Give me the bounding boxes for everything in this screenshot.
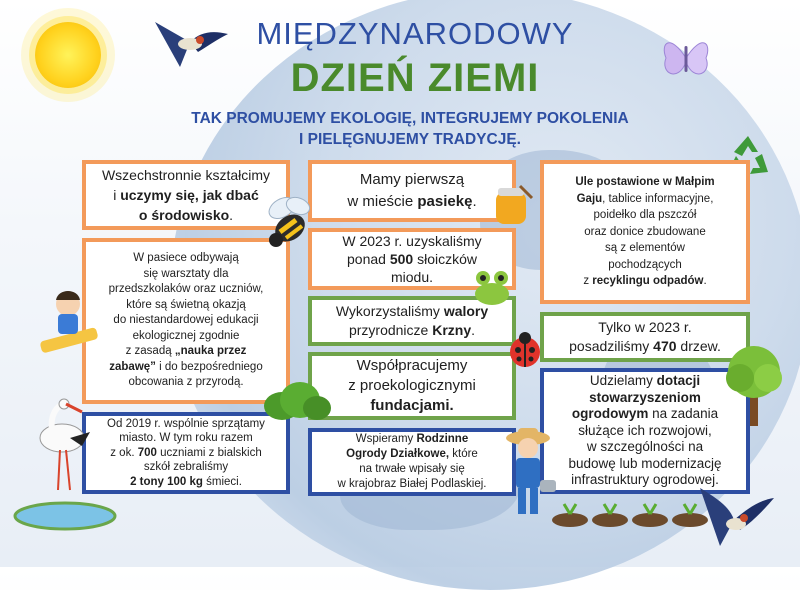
text-span: i do bezpośredniego xyxy=(155,360,263,373)
subtitle-line2: I PIELĘGNUJEMY TRADYCJĘ. xyxy=(299,131,521,148)
text-line: Wszechstronnie kształcimy xyxy=(101,167,271,183)
text-bold: Gaju xyxy=(576,192,603,205)
butterfly-icon xyxy=(660,28,712,86)
text-line xyxy=(109,360,264,376)
text-bold: 500 xyxy=(389,251,414,267)
frog-icon xyxy=(470,264,514,308)
text-line xyxy=(336,321,488,340)
text-span: , tablice informacyjne, xyxy=(602,192,714,205)
text-bold: uczymy się, jak dbać xyxy=(120,187,259,203)
education-box xyxy=(82,160,290,230)
honey-jar-icon xyxy=(490,182,534,228)
text-line xyxy=(102,205,270,225)
text-span: Udzielamy xyxy=(589,373,657,389)
text-bold: Ogrody Działkowe, xyxy=(346,448,450,460)
text-line: w krajobraz Białej Podlaskiej. xyxy=(337,478,487,490)
text-span: posadziliśmy xyxy=(569,338,654,354)
text-bold: Ule postawione w Małpim xyxy=(575,176,715,189)
text-line xyxy=(575,191,714,208)
text-line: z proekologicznymi xyxy=(348,377,476,394)
subtitle xyxy=(150,108,670,150)
text-bold: Krzny xyxy=(432,322,472,338)
text-span: w mieście xyxy=(347,193,418,210)
text-span: Wykorzystaliśmy xyxy=(335,303,444,319)
text-line xyxy=(568,373,721,390)
text-span: z zasadą xyxy=(125,345,175,358)
swallow-icon xyxy=(690,478,776,550)
text-line: się warsztaty dla xyxy=(143,267,229,280)
text-bold: pasiekę xyxy=(417,193,473,210)
text-line: przedszkolaków oraz uczniów, xyxy=(108,283,264,296)
text-line: do niestandardowej edukacji xyxy=(113,314,259,327)
bush-icon xyxy=(262,378,332,422)
text-bold: stowarzyszeniom xyxy=(589,389,701,405)
text-span: z ok. xyxy=(110,446,138,459)
text-line xyxy=(348,396,476,416)
text-bold: recyklingu odpadów xyxy=(592,275,704,288)
text-line xyxy=(568,390,721,407)
text-line: Tylko w 2023 r. xyxy=(598,319,692,335)
cleanup-box xyxy=(82,412,290,494)
text-line: oraz donice zbudowane xyxy=(584,225,706,238)
text-bold: walory xyxy=(443,303,489,319)
foundations-box xyxy=(308,352,516,420)
text-line: budowę lub modernizację xyxy=(568,455,722,471)
apiary-box xyxy=(308,160,516,222)
text-bold: dotacji xyxy=(656,373,701,389)
text-bold: Rodzinne xyxy=(416,433,469,445)
text-line xyxy=(575,273,714,290)
text-line xyxy=(102,185,270,205)
text-bold: 700 xyxy=(137,446,157,459)
gardens-box xyxy=(308,428,516,496)
text-span: i xyxy=(113,187,121,203)
text-line xyxy=(338,447,487,462)
text-bold: 470 xyxy=(653,338,677,354)
text-line xyxy=(342,250,481,268)
text-line xyxy=(336,302,488,321)
text-line: Współpracujemy xyxy=(356,357,468,374)
text-span: . xyxy=(229,207,234,223)
text-bold: fundacjami. xyxy=(370,397,454,414)
swallow-icon xyxy=(150,12,232,72)
stork-icon xyxy=(20,398,100,498)
text-span: . xyxy=(472,193,477,210)
text-bold: „nauka przez xyxy=(174,345,247,358)
text-line xyxy=(347,191,476,213)
text-span: Wspieramy xyxy=(355,433,417,445)
text-span: . xyxy=(471,322,476,338)
text-line xyxy=(107,475,265,490)
text-line: ekologicznej zgodnie xyxy=(132,329,240,342)
text-line: służące ich rozwojowi, xyxy=(578,422,712,438)
text-span: uczniami z bialskich xyxy=(156,446,262,459)
text-span: na zadania xyxy=(648,406,719,422)
text-line: pochodzących xyxy=(608,258,682,271)
title-line1: MIĘDZYNARODOWY xyxy=(256,16,574,51)
ladybug-icon xyxy=(505,330,545,370)
seedlings-icon xyxy=(550,500,710,528)
text-line: infrastruktury ogrodowej. xyxy=(571,472,719,488)
subtitle-line1: TAK PROMUJEMY EKOLOGIĘ, INTEGRUJEMY POKOLENIA xyxy=(191,110,629,127)
text-line: w szczególności na xyxy=(586,439,704,455)
text-span: które xyxy=(449,448,478,460)
text-span: ponad xyxy=(347,251,390,267)
text-line: obcowania z przyrodą. xyxy=(128,376,244,389)
text-bold: o środowisko xyxy=(138,207,230,223)
text-line xyxy=(338,432,487,447)
boy-on-pencil-icon xyxy=(30,282,110,362)
text-line: miasto. W tym roku razem xyxy=(119,432,253,445)
text-bold: 2 tony 100 kg xyxy=(130,475,203,488)
text-line: miodu. xyxy=(390,269,433,285)
text-line: W 2023 r. uzyskaliśmy xyxy=(342,233,482,249)
text-line: szkół zebraliśmy xyxy=(143,461,229,474)
title-line2: DZIEŃ ZIEMI xyxy=(290,56,540,100)
text-span: z xyxy=(583,275,593,288)
sun-icon xyxy=(35,22,101,88)
text-bold: ogrodowym xyxy=(571,406,649,422)
bee-icon xyxy=(260,192,322,252)
text-line: na trwałe wpisały się xyxy=(359,463,465,475)
text-line: W pasiece odbywają xyxy=(133,252,239,265)
text-span: przyrodnicze xyxy=(348,322,433,338)
workshops-box xyxy=(82,238,290,404)
text-span: słoiczków xyxy=(413,251,477,267)
text-line: Od 2019 r. wspólnie sprzątamy xyxy=(107,417,265,430)
text-line xyxy=(569,337,721,356)
text-span: śmieci. xyxy=(202,475,242,488)
text-line: poidełko dla pszczół xyxy=(593,209,697,222)
text-bold: zabawę” xyxy=(109,360,156,373)
malpim-box xyxy=(540,160,750,304)
text-line xyxy=(575,174,714,191)
text-line: Mamy pierwszą xyxy=(359,171,465,188)
text-line xyxy=(568,406,721,423)
text-line xyxy=(107,446,265,461)
pond-icon xyxy=(10,496,120,532)
tree-icon xyxy=(718,340,790,430)
text-span: . xyxy=(703,275,707,288)
text-line: są z elementów xyxy=(605,242,685,255)
text-line xyxy=(109,344,264,360)
text-line: które są świetną okazją xyxy=(126,298,246,311)
text-span: drzew. xyxy=(676,338,721,354)
